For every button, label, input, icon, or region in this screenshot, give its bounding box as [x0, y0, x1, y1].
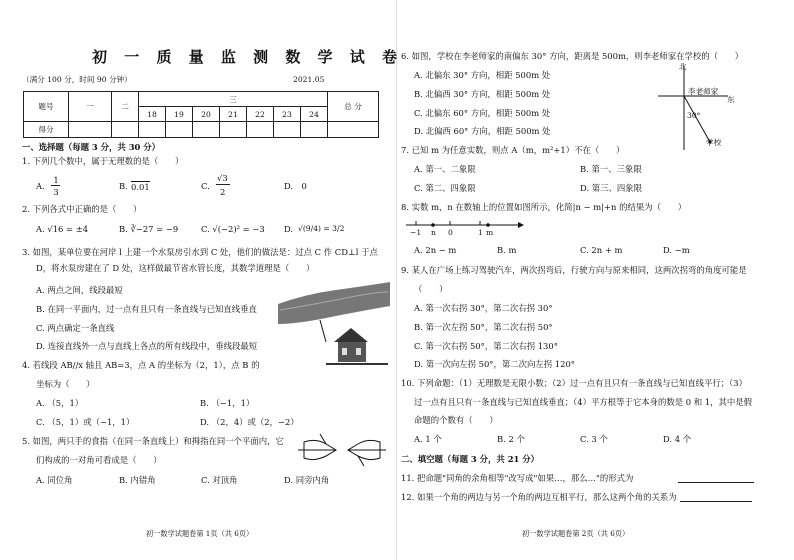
numline-label-neg1: −1 — [410, 228, 422, 237]
q2-b: B. ∛−27 = −9 — [119, 224, 179, 234]
score-sub: 22 — [247, 107, 274, 122]
score-cell[interactable] — [112, 122, 139, 138]
score-cell[interactable] — [166, 122, 193, 138]
q3-d: D. 连接直线外一点与直线上各点的所有线段中，垂线段最短 — [36, 341, 258, 351]
q1-a-den: 3 — [53, 187, 59, 197]
question-3-line2: D，将水泵房建在了 D 处，这样做最节省水管长度，其数学道理是（ ） — [36, 263, 315, 273]
section-fill: 二、填空题（每题 3 分，共 21 分） — [401, 454, 540, 464]
exam-title: 初 一 质 量 监 测 数 学 试 卷 — [92, 48, 404, 66]
score-row-label: 得分 — [24, 122, 69, 138]
question-10-line2: 过一点有且只有一条直线与已知直线垂直；（4）平方根等于它本身的数是 0 和 1，其中是假 — [414, 397, 753, 407]
question-2: 2. 下列各式中正确的是（ ） — [22, 204, 142, 214]
question-4-line1: 4. 若线段 AB//x 轴且 AB=3，点 A 的坐标为（2，1），点 B 的 — [22, 360, 260, 370]
q2-d: √(9/4) = 3/2 — [298, 224, 345, 233]
q1-a-num: 1 — [53, 175, 59, 185]
question-1: 1. 下列几个数中，属于无理数的是（ ） — [22, 156, 184, 166]
question-10-line3: 命题的个数有（ ） — [414, 415, 498, 425]
question-7: 7. 已知 m 为任意实数，则点 A（m，m²+1）不在（ ） — [401, 145, 625, 155]
score-header-qnum: 题号 — [24, 92, 69, 122]
q8-b: B. m — [497, 245, 517, 255]
score-header-total: 总 分 — [328, 92, 379, 122]
q2-a: A. √16 = ±4 — [36, 224, 89, 234]
q9-a: A. 第一次右拐 30°，第二次右拐 30° — [414, 303, 553, 313]
q6-b: B. 北偏西 30° 方向，相距 500m 处 — [414, 89, 551, 99]
q11-answer-blank[interactable] — [678, 482, 754, 483]
q8-a: A. 2n − m — [414, 245, 457, 255]
q4-c: C. （5，1）或（−1，1） — [36, 417, 135, 427]
q8-c: C. 2n + m — [580, 245, 623, 255]
question-4-line2: 坐标为（ ） — [36, 379, 95, 389]
question-10-line1: 10. 下列命题：（1）无理数是无限小数；（2）过一点有且只有一条直线与已知直线平行；（3） — [401, 378, 748, 388]
q6-c: C. 北偏东 60° 方向，相距 500m 处 — [414, 108, 551, 118]
q1-c-label: C. — [201, 181, 210, 191]
compass-school-label: 学校 — [706, 138, 722, 147]
q9-c: C. 第一次右拐 50°，第二次右拐 130° — [414, 341, 558, 351]
q7-c: C. 第二、四象限 — [414, 183, 476, 193]
question-9-line2: （ ） — [414, 284, 448, 294]
q9-d: D. 第一次向左拐 50°，第二次向左拐 120° — [414, 359, 575, 369]
q3-c: C. 两点确定一条直线 — [36, 323, 115, 333]
q9-b: B. 第一次左拐 50°，第二次右拐 50° — [414, 322, 553, 332]
q5-b: B. 内错角 — [119, 475, 156, 485]
q12-answer-blank[interactable] — [680, 501, 752, 502]
compass-north-label: 北 — [679, 62, 687, 71]
q4-b: B. （−1，1） — [200, 398, 255, 408]
q7-b: B. 第一、三象限 — [580, 164, 642, 174]
q1-b-val: 0.01 — [131, 182, 150, 192]
q1-c-den: 2 — [220, 187, 226, 197]
question-5-line1: 5. 如图，两只手的食指（在同一条直线上）和拇指在同一个平面内，它 — [22, 436, 284, 446]
q4-d: D. （2，4）或（2，−2） — [200, 417, 299, 427]
q1-d: D. 0 — [284, 181, 307, 191]
q4-a: A. （5，1） — [36, 398, 84, 408]
q8-d: D. −m — [663, 245, 690, 255]
score-cell[interactable] — [69, 122, 112, 138]
score-cell[interactable] — [274, 122, 301, 138]
page-1-footer: 初一数学试题卷第 1页（共 6页） — [146, 529, 254, 538]
question-8: 8. 实数 m，n 在数轴上的位置如图所示，化简|n − m|+n 的结果为（ ） — [401, 202, 687, 212]
q1-b-label: B. — [119, 181, 128, 191]
section-choice: 一、选择题（每题 3 分，共 30 分） — [22, 142, 161, 152]
q7-d: D. 第三、四象限 — [580, 183, 642, 193]
q10-c: C. 3 个 — [580, 434, 608, 444]
page-2-footer: 初一数学试题卷第 2页（共 6页） — [522, 529, 630, 538]
numline-label-0: 0 — [448, 228, 453, 237]
q2-d-label: D. — [284, 224, 294, 234]
score-header-part3: 三 — [139, 92, 328, 107]
score-header-part2: 二 — [112, 92, 139, 122]
question-9-line1: 9. 某人在广场上练习驾驶汽车，两次拐弯后，行驶方向与原来相同，这两次拐弯的角度可能是 — [401, 265, 747, 275]
q6-d: D. 北偏西 60° 方向，相距 500m 处 — [414, 126, 551, 136]
q6-a: A. 北偏东 30° 方向，相距 500m 处 — [414, 70, 551, 80]
question-11: 11. 把命题"同角的余角相等"改写成"如果…，那么…"的形式为 — [401, 473, 634, 483]
q1-a-label: A. — [36, 181, 45, 191]
numline-label-n: n — [431, 228, 436, 237]
river-pumphouse-figure — [276, 276, 392, 376]
score-header-part1: 一 — [69, 92, 112, 122]
q7-a: A. 第一、二象限 — [414, 164, 476, 174]
numline-label-m: m — [486, 228, 494, 237]
score-sub: 19 — [166, 107, 193, 122]
score-sub: 23 — [274, 107, 301, 122]
q3-b: B. 在同一平面内，过一点有且只有一条直线与已知直线垂直 — [36, 304, 257, 314]
q3-a: A. 两点之间，线段最短 — [36, 285, 123, 295]
q2-c: C. √(−2)² = −3 — [201, 224, 265, 234]
exam-meta: （满分 100 分，时间 90 分钟） — [22, 75, 132, 84]
score-sub: 20 — [193, 107, 220, 122]
q10-b: B. 2 个 — [497, 434, 525, 444]
question-3-line1: 3. 如图，某单位要在河岸 l 上建一个水泵房引水到 C 处，他们的做法是：过点 C 作 CD⊥l 于点 — [22, 247, 378, 257]
score-cell[interactable] — [301, 122, 328, 138]
compass-east-label: 东 — [727, 95, 735, 104]
compass-angle-label: 30° — [687, 111, 701, 120]
page-divider — [396, 0, 397, 560]
q5-a: A. 同位角 — [36, 475, 73, 485]
question-12: 12. 如果一个角的两边与另一个角的两边互相平行，那么这两个角的关系为 — [401, 492, 677, 502]
score-cell[interactable] — [139, 122, 166, 138]
q1-c-num: √3 — [217, 173, 228, 183]
question-6: 6. 如图，学校在李老师家的南偏东 30° 方向，距离是 500m，则李老师家在学校的（ ） — [401, 51, 744, 61]
numline-label-1: 1 — [478, 228, 483, 237]
exam-date: 2021.05 — [293, 75, 325, 84]
q10-a: A. 1 个 — [414, 434, 442, 444]
hands-figure — [296, 432, 388, 468]
score-table — [23, 91, 379, 138]
question-5-line2: 们构成的一对角可看成是（ ） — [36, 455, 162, 465]
q5-d: D. 同旁内角 — [284, 475, 330, 485]
q10-d: D. 4 个 — [663, 434, 692, 444]
score-cell[interactable] — [247, 122, 274, 138]
score-cell[interactable] — [328, 122, 379, 138]
score-sub: 24 — [301, 107, 328, 122]
score-cell[interactable] — [193, 122, 220, 138]
compass-home-label: 李老师家 — [688, 87, 719, 96]
score-cell[interactable] — [220, 122, 247, 138]
score-sub: 21 — [220, 107, 247, 122]
q5-c: C. 对顶角 — [201, 475, 238, 485]
score-sub: 18 — [139, 107, 166, 122]
